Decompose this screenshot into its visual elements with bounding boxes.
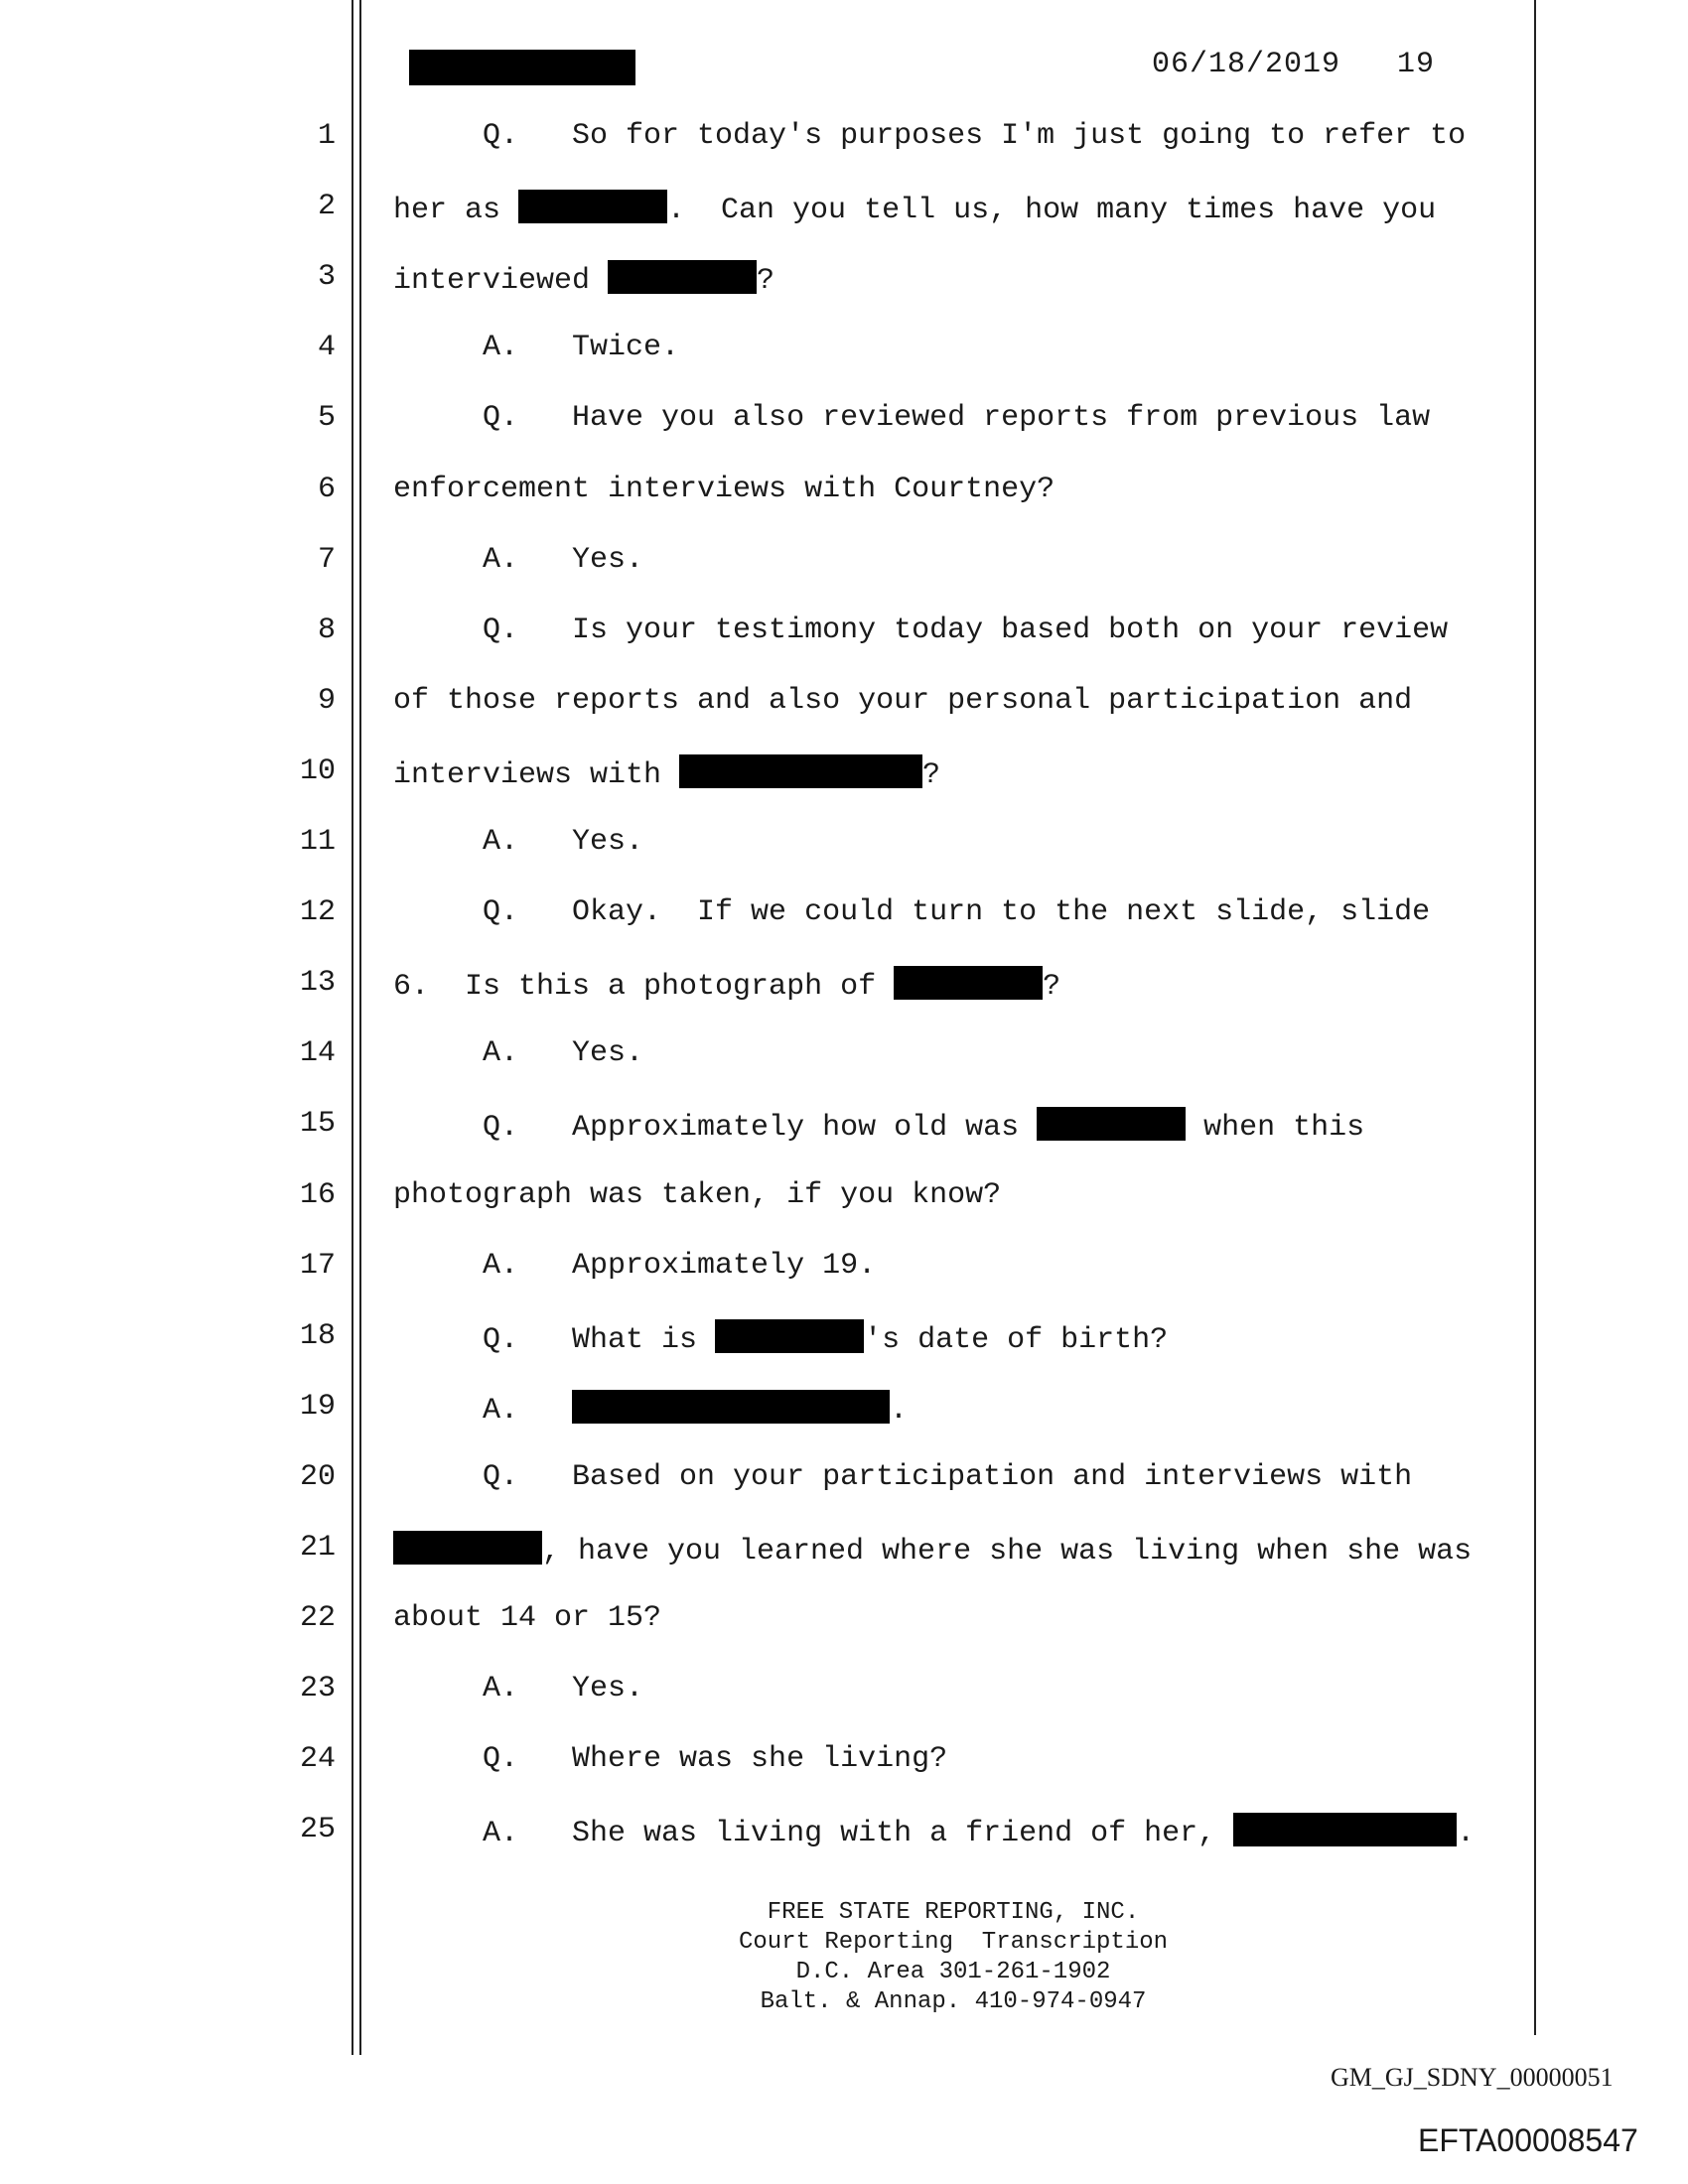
transcript-line bbox=[0, 1249, 1688, 1289]
line-text-segment: 6. Is this a photograph of bbox=[393, 970, 895, 1005]
line-text-segment: A. Yes. bbox=[393, 1036, 644, 1071]
line-text bbox=[393, 754, 940, 792]
bates-number: GM_GJ_SDNY_00000051 bbox=[1331, 2063, 1614, 2092]
line-text bbox=[393, 684, 1412, 718]
line-text bbox=[393, 1460, 1412, 1494]
footer-dc-phone: D.C. Area 301-261-1902 bbox=[795, 1959, 1111, 1985]
redaction-box bbox=[1037, 1107, 1186, 1141]
transcript-line bbox=[0, 1460, 1688, 1500]
line-text-segment: about 14 or 15? bbox=[393, 1601, 662, 1636]
transcript-line bbox=[0, 543, 1688, 583]
line-text-segment: A. Approximately 19. bbox=[393, 1248, 877, 1283]
line-number: 5 bbox=[317, 401, 336, 436]
footer-balt-phone: Balt. & Annap. 410-974-0947 bbox=[760, 1988, 1147, 2015]
transcript-line bbox=[0, 1036, 1688, 1076]
transcript-line bbox=[0, 684, 1688, 724]
line-number: 23 bbox=[299, 1672, 336, 1706]
line-text bbox=[393, 543, 643, 577]
line-text-segment: her as bbox=[393, 194, 519, 228]
line-text bbox=[393, 1601, 661, 1635]
line-text-segment: Q. Based on your participation and interviews with bbox=[393, 1459, 1413, 1494]
line-text bbox=[393, 1813, 1475, 1850]
line-number: 9 bbox=[317, 683, 336, 718]
line-number: 15 bbox=[299, 1107, 336, 1142]
line-text-segment: enforcement interviews with Courtney? bbox=[393, 472, 1055, 506]
line-number: 24 bbox=[299, 1742, 336, 1777]
line-number: 22 bbox=[299, 1601, 336, 1636]
footer-services: Court Reporting Transcription bbox=[738, 1929, 1169, 1956]
transcript-line bbox=[0, 331, 1688, 370]
line-text-segment: A. Twice. bbox=[393, 331, 680, 365]
line-text-segment: photograph was taken, if you know? bbox=[393, 1177, 1002, 1212]
line-text bbox=[393, 1178, 1001, 1212]
line-text-segment: interviewed bbox=[393, 264, 609, 299]
line-number: 21 bbox=[299, 1531, 336, 1565]
line-text bbox=[393, 260, 774, 298]
line-number: 16 bbox=[299, 1177, 336, 1212]
efta-number: EFTA00008547 bbox=[1418, 2122, 1638, 2158]
line-text-segment: A. Yes. bbox=[393, 1672, 644, 1706]
transcript-line bbox=[0, 754, 1688, 794]
line-number: 6 bbox=[317, 472, 336, 506]
line-text bbox=[393, 1390, 908, 1428]
transcript-line bbox=[0, 1531, 1688, 1570]
page-header bbox=[1152, 48, 1435, 81]
line-text bbox=[393, 1107, 1364, 1145]
line-text bbox=[393, 895, 1430, 929]
line-text bbox=[393, 1319, 1168, 1357]
transcript-line bbox=[0, 966, 1688, 1006]
line-number: 13 bbox=[299, 966, 336, 1001]
right-margin-rule bbox=[1534, 0, 1536, 2035]
line-number: 8 bbox=[317, 613, 336, 647]
redaction-box bbox=[894, 966, 1043, 1000]
line-text-segment: Q. What is bbox=[393, 1322, 716, 1357]
line-number: 2 bbox=[317, 190, 336, 224]
line-text-segment: ? bbox=[1043, 970, 1061, 1005]
line-text bbox=[393, 190, 1436, 227]
transcript-line bbox=[0, 1601, 1688, 1641]
line-text bbox=[393, 1672, 643, 1706]
redaction-box bbox=[393, 1531, 542, 1565]
line-text-segment: . bbox=[890, 1393, 909, 1428]
line-number: 14 bbox=[299, 1036, 336, 1071]
line-text bbox=[393, 1531, 1472, 1569]
line-number: 7 bbox=[317, 542, 336, 577]
transcript-line bbox=[0, 473, 1688, 512]
transcript-line bbox=[0, 1390, 1688, 1430]
footer-company: FREE STATE REPORTING, INC. bbox=[767, 1899, 1140, 1926]
redaction-box bbox=[715, 1319, 864, 1353]
transcript-line bbox=[0, 119, 1688, 159]
transcript-line bbox=[0, 895, 1688, 935]
header-redaction bbox=[409, 50, 635, 85]
line-text-segment: A. bbox=[393, 1393, 573, 1428]
line-text bbox=[393, 1249, 876, 1283]
line-text bbox=[393, 966, 1060, 1004]
reporter-footer bbox=[0, 1898, 1688, 2017]
line-number: 18 bbox=[299, 1318, 336, 1353]
line-number: 25 bbox=[299, 1813, 336, 1847]
line-number: 1 bbox=[317, 119, 336, 153]
line-text-segment: Q. Where was she living? bbox=[393, 1742, 948, 1777]
line-number: 17 bbox=[299, 1248, 336, 1283]
line-text bbox=[393, 331, 679, 364]
line-text-segment: A. Yes. bbox=[393, 542, 644, 577]
line-number: 10 bbox=[299, 753, 336, 788]
line-number: 4 bbox=[317, 331, 336, 365]
line-text-segment: Q. Have you also reviewed reports from previous law bbox=[393, 401, 1431, 436]
line-text-segment: ? bbox=[922, 757, 941, 792]
line-number: 12 bbox=[299, 895, 336, 930]
line-text bbox=[393, 825, 643, 859]
line-number: 11 bbox=[299, 825, 336, 859]
header-page-number: 19 bbox=[1397, 48, 1436, 81]
redaction-box bbox=[518, 190, 667, 223]
header-date: 06/18/2019 bbox=[1152, 48, 1341, 81]
transcript-line bbox=[0, 614, 1688, 653]
transcript-line bbox=[0, 1178, 1688, 1218]
transcript-line bbox=[0, 1813, 1688, 1852]
transcript-line bbox=[0, 1319, 1688, 1359]
transcript-line bbox=[0, 825, 1688, 865]
line-number: 3 bbox=[317, 260, 336, 295]
transcript-line bbox=[0, 190, 1688, 229]
line-text bbox=[393, 614, 1448, 647]
redaction-box bbox=[572, 1390, 890, 1424]
line-text-segment: of those reports and also your personal participation and bbox=[393, 683, 1413, 718]
line-text-segment: Q. Okay. If we could turn to the next slide, slide bbox=[393, 895, 1431, 930]
line-text-segment: Q. So for today's purposes I'm just going to refer to bbox=[393, 119, 1467, 153]
transcript-line bbox=[0, 260, 1688, 300]
line-text-segment: A. She was living with a friend of her, bbox=[393, 1817, 1234, 1851]
line-text-segment: Q. Is your testimony today based both on your review bbox=[393, 613, 1449, 647]
transcript-line bbox=[0, 1672, 1688, 1711]
line-text-segment: , have you learned where she was living when she was bbox=[542, 1535, 1473, 1569]
transcript-line bbox=[0, 401, 1688, 441]
redaction-box bbox=[1233, 1813, 1457, 1846]
transcript-line bbox=[0, 1107, 1688, 1147]
line-text-segment: 's date of birth? bbox=[864, 1322, 1169, 1357]
redaction-box bbox=[608, 260, 757, 294]
line-text-segment: Q. Approximately how old was bbox=[393, 1111, 1038, 1146]
line-text-segment: A. Yes. bbox=[393, 825, 644, 859]
line-text-segment: . Can you tell us, how many times have you bbox=[667, 194, 1437, 228]
line-text-segment: ? bbox=[757, 264, 775, 299]
line-text bbox=[393, 1742, 947, 1776]
line-text bbox=[393, 119, 1466, 153]
transcript-line bbox=[0, 1742, 1688, 1782]
line-text-segment: interviews with bbox=[393, 757, 680, 792]
line-number: 20 bbox=[299, 1459, 336, 1494]
line-text bbox=[393, 1036, 643, 1070]
line-number: 19 bbox=[299, 1389, 336, 1424]
line-text-segment: when this bbox=[1186, 1111, 1365, 1146]
redaction-box bbox=[679, 754, 922, 788]
line-text bbox=[393, 401, 1430, 435]
line-text bbox=[393, 473, 1055, 506]
line-text-segment: . bbox=[1457, 1817, 1476, 1851]
